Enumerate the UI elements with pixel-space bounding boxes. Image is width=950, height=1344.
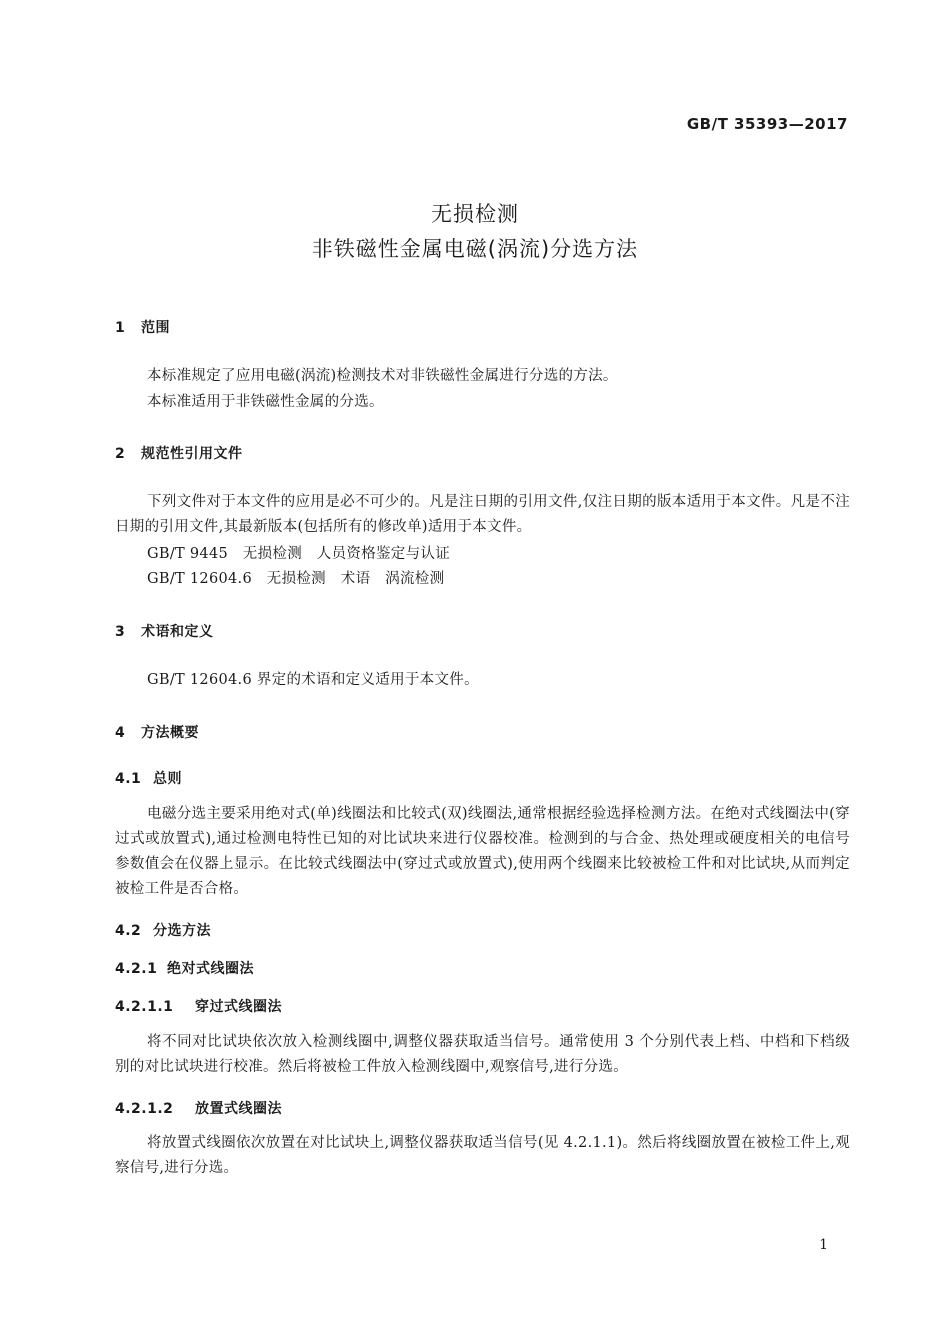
document-number: GB/T 35393—2017 (686, 115, 848, 133)
section-4-2-1-2-heading (115, 1098, 282, 1118)
section-number: 2 (115, 446, 126, 462)
section-4-2-1-heading (115, 958, 254, 978)
section-1-heading (115, 317, 170, 337)
section-number: 4.2.1.2 (115, 1101, 174, 1117)
section-3-heading (115, 621, 214, 641)
section-title: 分选方法 (153, 923, 211, 939)
paragraph: 本标准适用于非铁磁性金属的分选。 (147, 394, 384, 410)
section-number: 3 (115, 624, 126, 640)
section-4-1-heading (115, 768, 182, 788)
title-line-1: 无损检测 (431, 202, 519, 226)
title-line-2: 非铁磁性金属电磁(涡流)分选方法 (311, 237, 639, 261)
paragraph: GB/T 12604.6 界定的术语和定义适用于本文件。 (147, 672, 479, 688)
section-title: 术语和定义 (141, 624, 214, 640)
section-2-heading (115, 443, 243, 463)
section-title: 总则 (153, 771, 182, 787)
paragraph: 本标准规定了应用电磁(涡流)检测技术对非铁磁性金属进行分选的方法。 (147, 368, 618, 384)
section-title: 放置式线圈法 (195, 1101, 282, 1117)
paragraph: 将放置式线圈依次放置在对比试块上,调整仪器获取适当信号(见 4.2.1.1)。然后将线圈放置在被检工件上,观察信号,进行分选。 (115, 1135, 850, 1176)
section-title: 范围 (141, 320, 170, 336)
normative-reference: GB/T 9445 无损检测 人员资格鉴定与认证 (147, 546, 451, 562)
section-title: 规范性引用文件 (141, 446, 243, 462)
paragraph: 将不同对比试块依次放入检测线圈中,调整仪器获取适当信号。通常使用 3 个分别代表上档、中档和下档级别的对比试块进行校准。然后将被检工件放入检测线圈中,观察信号,进行分选。 (115, 1034, 850, 1075)
section-number: 1 (115, 320, 126, 336)
page-number: 1 (819, 1237, 828, 1253)
normative-reference: GB/T 12604.6 无损检测 术语 涡流检测 (147, 571, 445, 587)
paragraph: 下列文件对于本文件的应用是必不可少的。凡是注日期的引用文件,仅注日期的版本适用于本文件。凡是不注日期的引用文件,其最新版本(包括所有的修改单)适用于本文件。 (115, 494, 850, 535)
section-title: 穿过式线圈法 (195, 999, 282, 1015)
paragraph: 电磁分选主要采用绝对式(单)线圈法和比较式(双)线圈法,通常根据经验选择检测方法。在绝对式线圈法中(穿过式或放置式),通过检测电特性已知的对比试块来进行仪器校准。检测到的与合金、热处理或硬度相关的电信号参数值会在仪器上显示。在比较式线圈法中(穿过式或放置式),使用两个线圈来比较被检工件和对比试块,从而判定被检工件是否合格。 (115, 806, 850, 897)
section-number: 4 (115, 725, 126, 741)
section-number: 4.1 (115, 771, 142, 787)
section-number: 4.2 (115, 923, 142, 939)
section-number: 4.2.1.1 (115, 999, 174, 1015)
section-title: 绝对式线圈法 (167, 961, 254, 977)
section-title: 方法概要 (141, 725, 199, 741)
section-4-heading (115, 722, 199, 742)
section-4-2-heading (115, 920, 211, 940)
section-number: 4.2.1 (115, 961, 158, 977)
section-4-2-1-1-heading (115, 996, 282, 1016)
